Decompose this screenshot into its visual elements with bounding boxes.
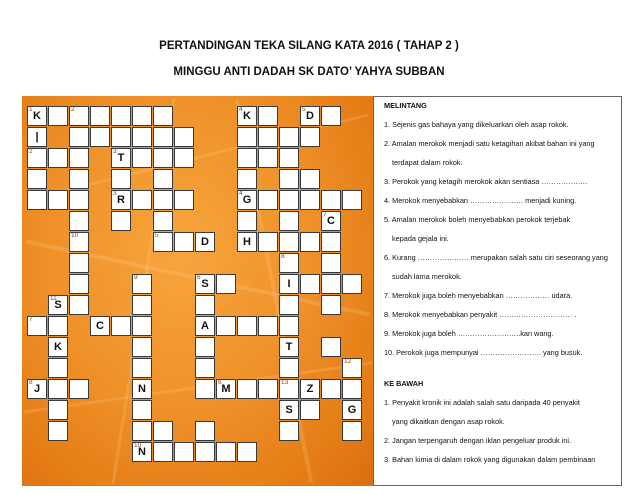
grid-cell[interactable] (132, 421, 152, 441)
grid-cell[interactable] (279, 358, 299, 378)
grid-cell[interactable] (321, 106, 341, 126)
cell-letter: N (138, 446, 146, 458)
cell-number: 3 (113, 190, 117, 197)
grid-cell[interactable] (321, 190, 341, 210)
grid-cell[interactable] (69, 106, 89, 126)
grid-cell[interactable] (321, 253, 341, 273)
grid-cell[interactable] (258, 316, 278, 336)
grid-cell[interactable] (237, 442, 257, 462)
grid-cell[interactable] (342, 190, 362, 210)
cell-letter: K (33, 110, 41, 122)
cell-letter: G (242, 194, 252, 206)
grid-cell[interactable] (132, 295, 152, 315)
grid-cell[interactable] (69, 232, 89, 252)
cell-letter: Z (306, 383, 314, 395)
grid-cell[interactable] (300, 232, 320, 252)
grid-cell[interactable] (279, 379, 299, 399)
grid-cell[interactable] (69, 148, 89, 168)
grid-cell[interactable] (48, 106, 68, 126)
grid-cell[interactable] (321, 211, 341, 231)
grid-cell[interactable] (132, 190, 152, 210)
grid-cell[interactable] (300, 379, 320, 399)
cell-letter: D (306, 110, 314, 122)
grid-cell[interactable] (195, 295, 215, 315)
grid-cell[interactable] (153, 169, 173, 189)
cell-number: 7 (29, 316, 33, 323)
cell-letter: M (221, 383, 231, 395)
cell-number: 12 (344, 358, 352, 365)
grid-cell[interactable] (111, 106, 131, 126)
cell-letter: R (117, 194, 125, 206)
grid-cell[interactable] (111, 148, 131, 168)
grid-cell[interactable] (27, 316, 47, 336)
grid-cell[interactable] (90, 106, 110, 126)
grid-cell[interactable] (132, 316, 152, 336)
across-clue: 8. Merokok menyebabkan penyakit ………………………… . (384, 310, 577, 319)
across-clue: 5. Amalan merokok boleh menyebabkan perokok terjebak (384, 215, 571, 224)
cell-number: 8 (281, 253, 285, 260)
page-subtitle: MINGGU ANTI DADAH SK DATO’ YAHYA SUBBAN (173, 66, 445, 78)
cell-letter: G (347, 404, 357, 416)
grid-cell[interactable] (48, 190, 68, 210)
cell-letter: K (243, 110, 251, 122)
cell-letter: T (285, 341, 293, 353)
down-clue: yang dikaitkan dengan asap rokok. (392, 417, 505, 426)
cell-number: 6 (218, 379, 222, 386)
grid-cell[interactable] (258, 127, 278, 147)
cell-letter: S (54, 299, 62, 311)
grid-cell[interactable] (153, 232, 173, 252)
grid-cell[interactable] (216, 316, 236, 336)
grid-cell[interactable] (258, 148, 278, 168)
crossword-grid (22, 96, 373, 486)
grid-cell[interactable] (237, 316, 257, 336)
grid-cell[interactable] (132, 442, 152, 462)
grid-cell[interactable] (48, 337, 68, 357)
across-clue: 10. Perokok juga mempunyai ……………………. yang busuk. (384, 348, 583, 357)
grid-cell[interactable] (27, 148, 47, 168)
across-clue: terdapat dalam rokok. (392, 158, 463, 167)
grid-cell[interactable] (279, 295, 299, 315)
cell-number: 5 (302, 106, 306, 113)
grid-cell[interactable] (342, 358, 362, 378)
across-clue: kepada gejala ini. (392, 234, 449, 243)
grid-cell[interactable] (174, 442, 194, 462)
down-clue: 2. Jangan terpengaruh dengan iklan pengeluar produk ini. (384, 436, 572, 445)
cell-number: 9 (134, 274, 138, 281)
grid-cell[interactable] (195, 316, 215, 336)
cell-letter: H (243, 236, 251, 248)
grid-cell[interactable] (90, 316, 110, 336)
cell-number: 10 (134, 442, 142, 449)
grid-cell[interactable] (216, 442, 236, 462)
cell-letter: D (201, 236, 209, 248)
grid-cell[interactable] (258, 190, 278, 210)
grid-cell[interactable] (342, 379, 362, 399)
cell-number: 4 (239, 106, 243, 113)
cell-letter: T (117, 152, 125, 164)
grid-cell[interactable] (300, 106, 320, 126)
cell-letter: S (201, 278, 209, 290)
grid-cell[interactable] (69, 127, 89, 147)
grid-cell[interactable] (69, 190, 89, 210)
grid-cell[interactable] (342, 421, 362, 441)
grid-cell[interactable] (48, 379, 68, 399)
grid-cell[interactable] (195, 358, 215, 378)
grid-cell[interactable] (342, 400, 362, 420)
grid-cell[interactable] (279, 421, 299, 441)
grid-cell[interactable] (237, 169, 257, 189)
cell-number: 2 (29, 148, 33, 155)
grid-cell[interactable] (153, 442, 173, 462)
grid-cell[interactable] (27, 190, 47, 210)
grid-cell[interactable] (111, 169, 131, 189)
grid-cell[interactable] (237, 127, 257, 147)
grid-cell[interactable] (195, 337, 215, 357)
grid-cell[interactable] (48, 316, 68, 336)
grid-cell[interactable] (195, 442, 215, 462)
grid-cell[interactable] (153, 127, 173, 147)
down-clue: 1. Penyakit kronik ini adalah salah satu daripada 40 penyakit (384, 398, 580, 407)
cell-number: 7 (323, 211, 327, 218)
grid-cell[interactable] (237, 232, 257, 252)
grid-cell[interactable] (153, 106, 173, 126)
grid-cell[interactable] (279, 211, 299, 231)
grid-cell[interactable] (69, 211, 89, 231)
down-clue: 3. Bahan kimia di dalam rokok yang digunakan dalam pembinaan (384, 455, 596, 464)
grid-cell[interactable] (69, 274, 89, 294)
grid-cell[interactable] (237, 379, 257, 399)
grid-cell[interactable] (279, 169, 299, 189)
grid-cell[interactable] (279, 127, 299, 147)
grid-cell[interactable] (69, 253, 89, 273)
grid-cell[interactable] (258, 106, 278, 126)
grid-cell[interactable] (258, 379, 278, 399)
grid-cell[interactable] (279, 274, 299, 294)
grid-cell[interactable] (48, 400, 68, 420)
grid-cell[interactable] (132, 358, 152, 378)
across-clue: 1. Sejenis gas bahaya yang dikeluarkan oleh asap rokok. (384, 120, 569, 129)
grid-cell[interactable] (300, 400, 320, 420)
cell-letter: K (54, 341, 62, 353)
grid-cell[interactable] (132, 379, 152, 399)
grid-cell[interactable] (321, 337, 341, 357)
grid-cell[interactable] (279, 316, 299, 336)
cell-number: 3 (113, 148, 117, 155)
crossword-board (22, 96, 373, 486)
grid-cell[interactable] (174, 232, 194, 252)
grid-cell[interactable] (321, 232, 341, 252)
grid-cell[interactable] (216, 379, 236, 399)
grid-cell[interactable] (195, 232, 215, 252)
cell-number: 1 (29, 106, 33, 113)
grid-cell[interactable] (258, 232, 278, 252)
cell-letter: C (96, 320, 104, 332)
across-clue: 4. Merokok menyebabkan …………………. menjadi kuning. (384, 196, 577, 205)
grid-cell[interactable] (132, 400, 152, 420)
cell-letter: A (201, 320, 209, 332)
grid-cell[interactable] (279, 190, 299, 210)
across-clue: 3. Perokok yang ketagih merokok akan sentiasa ………………. (384, 177, 588, 186)
grid-cell[interactable] (216, 274, 236, 294)
grid-cell[interactable] (111, 316, 131, 336)
grid-cell[interactable] (132, 127, 152, 147)
grid-cell[interactable] (237, 106, 257, 126)
grid-cell[interactable] (48, 421, 68, 441)
grid-cell[interactable] (69, 295, 89, 315)
grid-cell[interactable] (279, 400, 299, 420)
grid-cell[interactable] (237, 211, 257, 231)
clues-panel (373, 96, 622, 486)
grid-cell[interactable] (153, 148, 173, 168)
grid-cell[interactable] (195, 379, 215, 399)
grid-cell[interactable] (300, 169, 320, 189)
cell-letter: N (138, 383, 146, 395)
grid-cell[interactable] (111, 190, 131, 210)
grid-cell[interactable] (174, 148, 194, 168)
grid-cell[interactable] (69, 379, 89, 399)
grid-cell[interactable] (132, 274, 152, 294)
across-heading: MELINTANG (384, 101, 427, 110)
grid-cell[interactable] (321, 379, 341, 399)
grid-cell[interactable] (111, 127, 131, 147)
cell-number: 13 (281, 379, 289, 386)
grid-cell[interactable] (48, 295, 68, 315)
grid-cell[interactable] (321, 295, 341, 315)
grid-cell[interactable] (279, 253, 299, 273)
grid-cell[interactable] (48, 358, 68, 378)
page-title: PERTANDINGAN TEKA SILANG KATA 2016 ( TAHAP 2 ) (159, 40, 459, 52)
grid-cell[interactable] (132, 148, 152, 168)
cell-number: 11 (50, 295, 57, 302)
cell-letter: | (35, 131, 39, 143)
cell-number: 6 (197, 274, 201, 281)
grid-cell[interactable] (279, 232, 299, 252)
grid-cell[interactable] (27, 127, 47, 147)
across-clue: 9. Merokok juga boleh ……………………..kan wang. (384, 329, 554, 338)
grid-cell[interactable] (279, 148, 299, 168)
across-clue: sudah lama merokok. (392, 272, 462, 281)
across-clue: 2. Amalan merokok menjadi satu ketagihan akibat bahan ini yang (384, 139, 595, 148)
grid-cell[interactable] (132, 337, 152, 357)
grid-cell[interactable] (27, 106, 47, 126)
grid-cell[interactable] (237, 148, 257, 168)
grid-cell[interactable] (195, 421, 215, 441)
cell-number: 8 (29, 379, 33, 386)
grid-cell[interactable] (321, 274, 341, 294)
cell-letter: C (327, 215, 335, 227)
grid-cell[interactable] (69, 169, 89, 189)
cell-number: 4 (239, 190, 243, 197)
cell-number: 10 (71, 232, 79, 239)
grid-cell[interactable] (342, 274, 362, 294)
grid-cell[interactable] (153, 211, 173, 231)
cell-number: 5 (155, 232, 159, 239)
cell-letter: J (33, 383, 41, 395)
grid-cell[interactable] (153, 421, 173, 441)
grid-cell[interactable] (174, 127, 194, 147)
grid-cell[interactable] (279, 337, 299, 357)
cell-number: 2 (71, 106, 75, 113)
grid-cell[interactable] (90, 127, 110, 147)
across-clue: 6. Kurang ………………… merupakan salah satu ciri seseorang yang (384, 253, 608, 262)
grid-cell[interactable] (195, 274, 215, 294)
grid-cell[interactable] (300, 274, 320, 294)
grid-cell[interactable] (27, 379, 47, 399)
grid-cell[interactable] (174, 190, 194, 210)
across-clue: 7. Merokok juga boleh menyebabkan ……………… udara. (384, 291, 573, 300)
cell-letter: I (287, 278, 291, 290)
grid-cell[interactable] (48, 148, 68, 168)
down-heading: KE BAWAH (384, 379, 424, 388)
grid-cell[interactable] (300, 190, 320, 210)
grid-cell[interactable] (132, 106, 152, 126)
grid-cell[interactable] (237, 190, 257, 210)
grid-cell[interactable] (300, 127, 320, 147)
cell-letter: S (285, 404, 293, 416)
grid-cell[interactable] (111, 211, 131, 231)
grid-cell[interactable] (27, 169, 47, 189)
grid-cell[interactable] (153, 190, 173, 210)
